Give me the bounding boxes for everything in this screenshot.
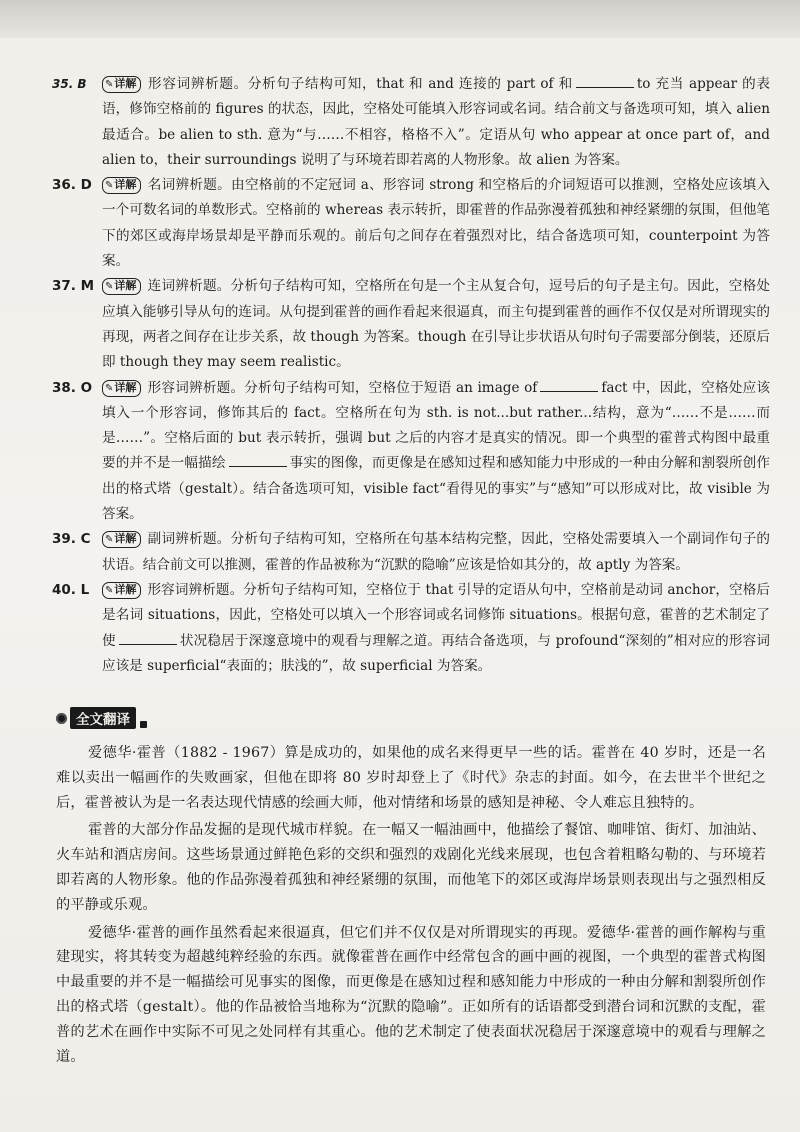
pen-icon: ✎ — [105, 534, 114, 546]
answer-text: 形容词辨析题。分析句子结构可知，that 和 and 连接的 part of 和 — [147, 76, 573, 92]
fill-blank — [119, 634, 177, 645]
answer-text: fact 中，因此，空格处应该填入一个形容词，修饰其后的 fact。空格所在句为 sth. is not...but rather...结构，意为“……不是……而是……”。空格后面的 but 表示转折，强调 but 之后的内容才是真实的情况。即一个典型的霍普式构图中最重要的并不是一幅描绘 — [102, 379, 770, 472]
heading-decoration — [140, 721, 147, 728]
pen-icon: ✎ — [105, 281, 114, 293]
fill-blank — [576, 77, 634, 88]
explanation-badge: ✎详解 — [102, 76, 141, 93]
answer-text: 副词辨析题。分析句子结构可知，空格所在句基本结构完整，因此，空格处需要填入一个副词作句子的状语。结合前文可以推测，霍普的作品被称为“沉默的隐喻”应该是恰如其分的，故 aptly 为答案。 — [102, 531, 770, 573]
fill-blank — [540, 381, 598, 392]
answer-number: 37. M — [52, 278, 95, 295]
answer-item-36 — [52, 173, 770, 274]
explanation-badge: ✎详解 — [102, 531, 141, 548]
explanation-badge: ✎详解 — [102, 278, 141, 295]
answer-item-40 — [52, 578, 770, 679]
pen-icon: ✎ — [105, 79, 114, 90]
answer-number: 39. C — [52, 531, 91, 548]
answer-text: 形容词辨析题。分析句子结构可知，空格位于 that 引导的定语从句中，空格前是动词 anchor，空格后是名词 situations，因此，空格处可以填入一个形容词或名词修饰 situations。根据句意，霍普的艺术制定了使 — [102, 581, 770, 649]
section-title: 全文翻译 — [70, 707, 136, 729]
answer-text: to 充当 appear 的表语，修饰空格前的 figures 的状态，因此，空格处可能填入形容词或名词。结合前文与备选项可知，填入 alien 最适合。be alien to sth. 意为“与……不相容，格格不入”。定语从句 who appear at once part of，and alien to，their surroundings 说明了与环境若即若离的人物形象。故 alien 为答案。 — [102, 76, 770, 168]
answer-text: 名词辨析题。由空格前的不定冠词 a、形容词 strong 和空格后的介词短语可以推测，空格处应该填入一个可数名词的单数形式。空格前的 whereas 表示转折，即霍普的作品弥漫着孤独和神经紧绷的氛围，但他笔下的郊区或海岸场景却是平静而乐观的。前后句之间存在着强烈对比，结合备选项可知，counterpoint 为答案。 — [102, 177, 770, 270]
page-top-edge — [0, 0, 800, 38]
full-translation — [56, 741, 766, 1072]
answer-number: 35. B — [52, 77, 87, 91]
answer-text: 形容词辨析题。分析句子结构可知，空格位于短语 an image of — [147, 379, 538, 396]
bullet-icon — [56, 713, 67, 724]
translation-heading — [56, 707, 147, 729]
answer-item-37 — [52, 274, 770, 375]
pen-icon: ✎ — [105, 180, 114, 192]
explanation-badge: ✎详解 — [102, 380, 141, 397]
answer-text: 事实的图像，而更像是在感知过程和感知能力中形成的一种由分解和割裂所创作出的格式塔（gestalt）。结合备选项可知，visible fact“看得见的事实”与“感知”可以形成对比，故 visible 为答案。 — [102, 455, 770, 523]
fill-blank — [229, 456, 287, 467]
pen-icon: ✎ — [105, 382, 114, 394]
pen-icon: ✎ — [105, 584, 114, 596]
answer-number: 36. D — [52, 177, 92, 194]
answer-item-35 — [52, 72, 770, 173]
answer-item-38 — [52, 376, 770, 528]
translation-paragraph: 霍普的大部分作品发掘的是现代城市样貌。在一幅又一幅油画中，他描绘了餐馆、咖啡馆、街灯、加油站、火车站和酒店房间。这些场景通过鲜艳色彩的交织和强烈的戏剧化光线来展现，也包含着粗略勾勒的、与环境若即若离的人物形象。他的作品弥漫着孤独和神经紧绷的氛围，而他笔下的郊区或海岸场景则表现出与之强烈相反的平静或乐观。 — [56, 822, 766, 913]
answer-text: 状况稳居于深邃意境中的观看与理解之道。再结合备选项，与 profound“深刻的”相对应的形容词应该是 superficial“表面的；肤浅的”，故 superficial 为答案。 — [102, 632, 770, 674]
explanation-badge: ✎详解 — [102, 177, 141, 194]
answer-number: 40. L — [52, 581, 90, 598]
answer-explanations — [52, 72, 770, 679]
answer-item-39 — [52, 527, 770, 578]
explanation-badge: ✎详解 — [102, 582, 141, 599]
answer-text: 连词辨析题。分析句子结构可知，空格所在句是一个主从复合句，逗号后的句子是主句。因此，空格处应填入能够引导从句的连词。从句提到霍普的画作看起来很逼真，而主句提到霍普的画作不仅仅是对所谓现实的再现，两者之间存在让步关系，故 though 为答案。though 在引导让步状语从句时句子需要部分倒装，还原后即 though they may seem realistic。 — [102, 278, 770, 371]
translation-paragraph: 爱德华·霍普（1882 - 1967）算是成功的，如果他的成名来得更早一些的话。霍普在 40 岁时，还是一名难以卖出一幅画作的失败画家，但他在即将 80 岁时却登上了《时代》杂志的封面。如今，在去世半个世纪之后，霍普被认为是一名表达现代情感的绘画大师，他对情绪和场景的感知是神秘、令人难忘且独特的。 — [56, 745, 766, 811]
translation-paragraph: 爱德华·霍普的画作虽然看起来很逼真，但它们并不仅仅是对所谓现实的再现。爱德华·霍普的画作解构与重建现实，将其转变为超越纯粹经验的东西。就像霍普在画作中经常包含的画中画的视图，一个典型的霍普式构图中最重要的并不是一幅描绘可见事实的图像，而更像是在感知过程和感知能力中形成的一种由分解和割裂所创作出的格式塔（gestalt）。他的作品被恰当地称为“沉默的隐喻”。正如所有的话语都受到潜台词和沉默的支配，霍普的艺术在画作中实际不可见之处同样有其重心。他的艺术制定了使表面状况稳居于深邃意境中的观看与理解之道。 — [56, 924, 766, 1065]
answer-number: 38. O — [52, 379, 93, 396]
